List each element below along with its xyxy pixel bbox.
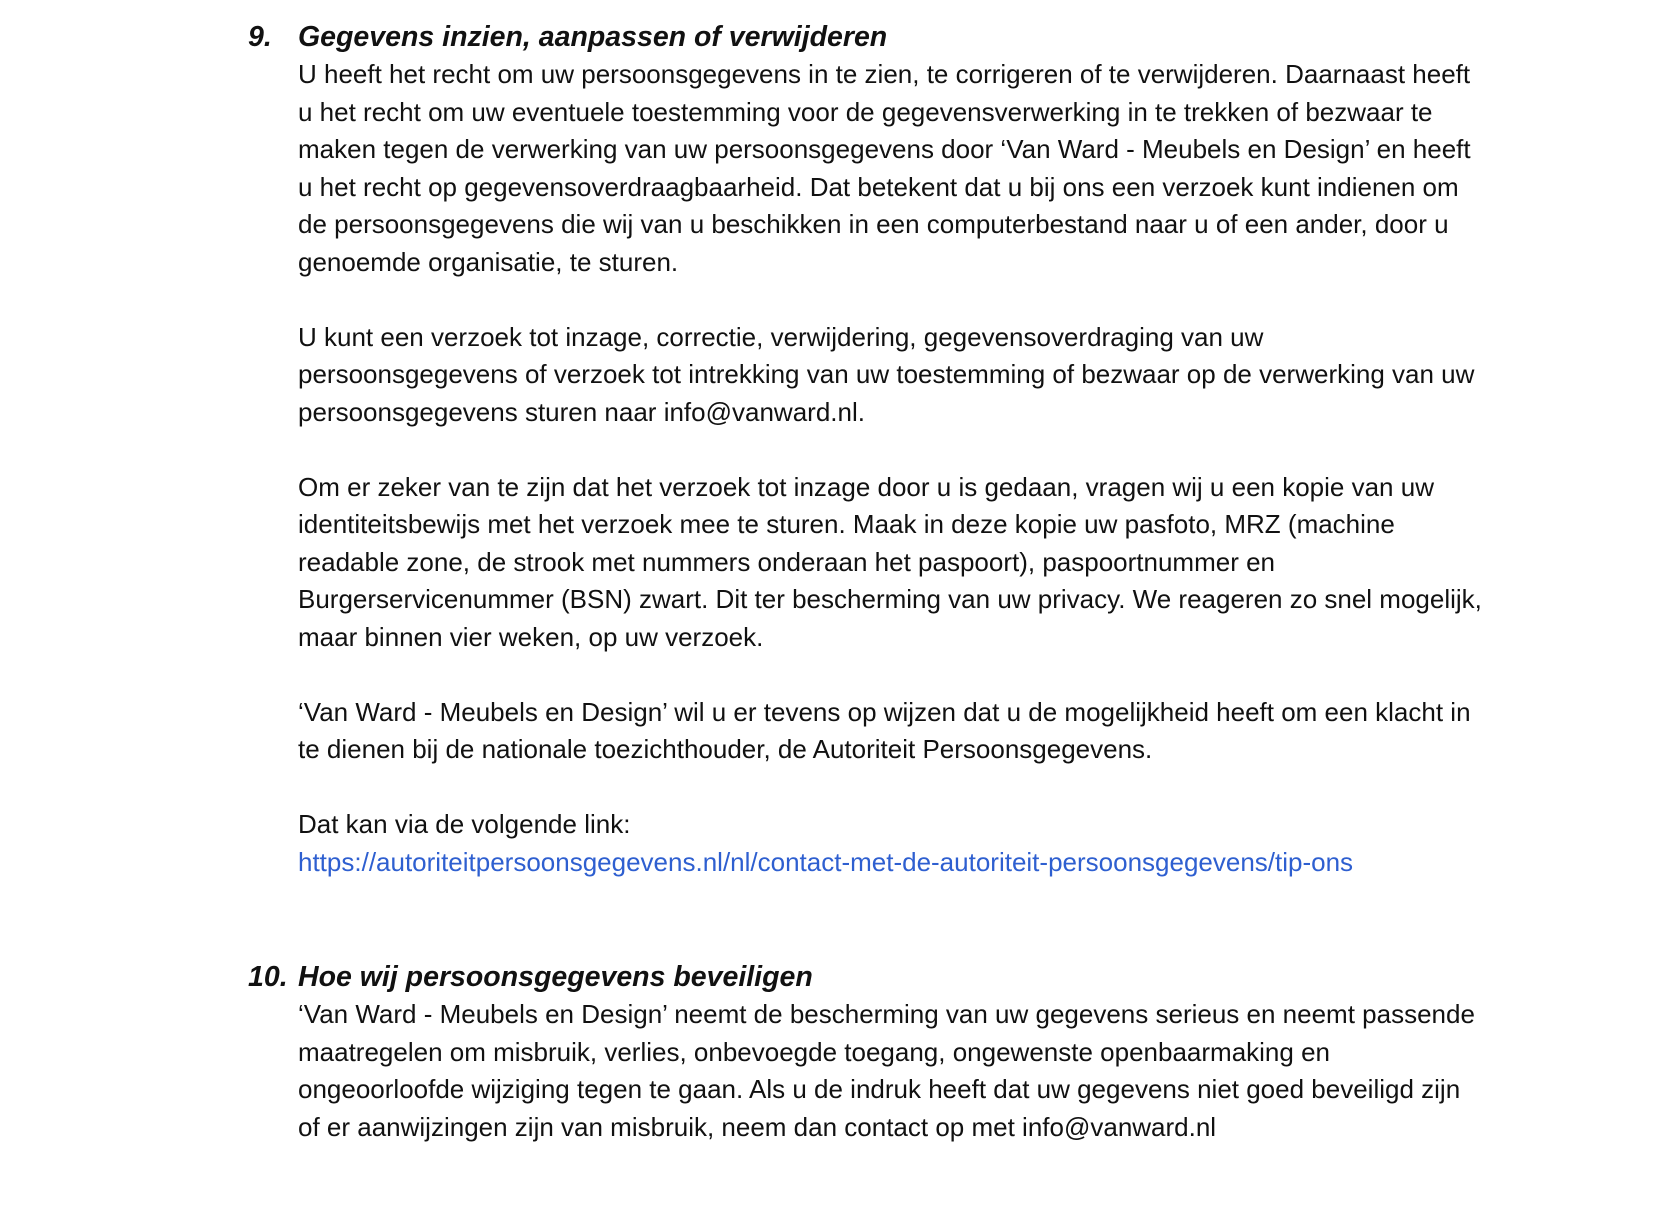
section-9-body — [298, 56, 1488, 881]
section-10-number: 10. — [248, 961, 288, 993]
section-9-paragraph-4: ‘Van Ward - Meubels en Design’ wil u er tevens op wijzen dat u de mogelijkheid heeft om een klacht in te dienen bij de nationale toezichthouder, de Autoriteit Persoonsgegevens. — [298, 696, 1471, 764]
section-9-paragraph-1: U heeft het recht om uw persoonsgegevens in te zien, te corrigeren of te verwijderen. Daarnaast heeft u het recht om uw eventuele toestemming voor de gegevensverwerking in te trekken of bezwaar te maken tegen de verwerking van uw persoonsgegevens door ‘Van Ward - Meubels en Design’ en heeft u het recht op gegevensoverdraagbaarheid. Dat betekent dat u bij ons een verzoek kunt indienen om de persoonsgegevens die wij van u beschikken in een computerbestand naar u of een ander, door u genoemde organisatie, te sturen. — [298, 59, 1471, 277]
section-9-heading — [248, 18, 1488, 56]
section-9-paragraph-3: Om er zeker van te zijn dat het verzoek tot inzage door u is gedaan, vragen wij u een kopie van uw identiteitsbewijs met het verzoek mee te sturen. Maak in deze kopie uw pasfoto, MRZ (machine readable zone, de strook met nummers onderaan het paspoort), paspoortnummer en Burgerservicenummer (BSN) zwart. Dit ter bescherming van uw privacy. We reageren zo snel mogelijk, maar binnen vier weken, op uw verzoek. — [298, 471, 1482, 652]
section-9 — [248, 18, 1488, 881]
section-9-paragraph-2: U kunt een verzoek tot inzage, correctie, verwijdering, gegevensoverdraging van uw persoonsgegevens of verzoek tot intrekking van uw toestemming of bezwaar op de verwerking van uw persoonsgegevens sturen naar info@vanward.nl. — [298, 321, 1475, 427]
link-line — [298, 844, 1488, 882]
section-10 — [248, 958, 1488, 1146]
section-10-title: Hoe wij persoonsgegevens beveiligen — [298, 961, 813, 993]
section-10-heading — [248, 958, 1488, 996]
link-intro: Dat kan via de volgende link: — [298, 809, 631, 839]
autoriteit-persoonsgegevens-link[interactable]: https://autoriteitpersoonsgegevens.nl/nl/contact-met-de-autoriteit-persoonsgegevens/tip-ons — [298, 846, 1354, 877]
section-9-number: 9. — [248, 21, 272, 53]
section-10-body — [298, 996, 1488, 1146]
section-10-paragraph: ‘Van Ward - Meubels en Design’ neemt de bescherming van uw gegevens serieus en neemt passende maatregelen om misbruik, verlies, onbevoegde toegang, ongewenste openbaarmaking en ongeoorloofde wijziging tegen te gaan. Als u de indruk heeft dat uw gegevens niet goed beveiligd zijn of er aanwijzingen zijn van misbruik, neem dan contact op met info@vanward.nl — [298, 999, 1475, 1142]
section-9-title: Gegevens inzien, aanpassen of verwijderen — [298, 21, 888, 53]
